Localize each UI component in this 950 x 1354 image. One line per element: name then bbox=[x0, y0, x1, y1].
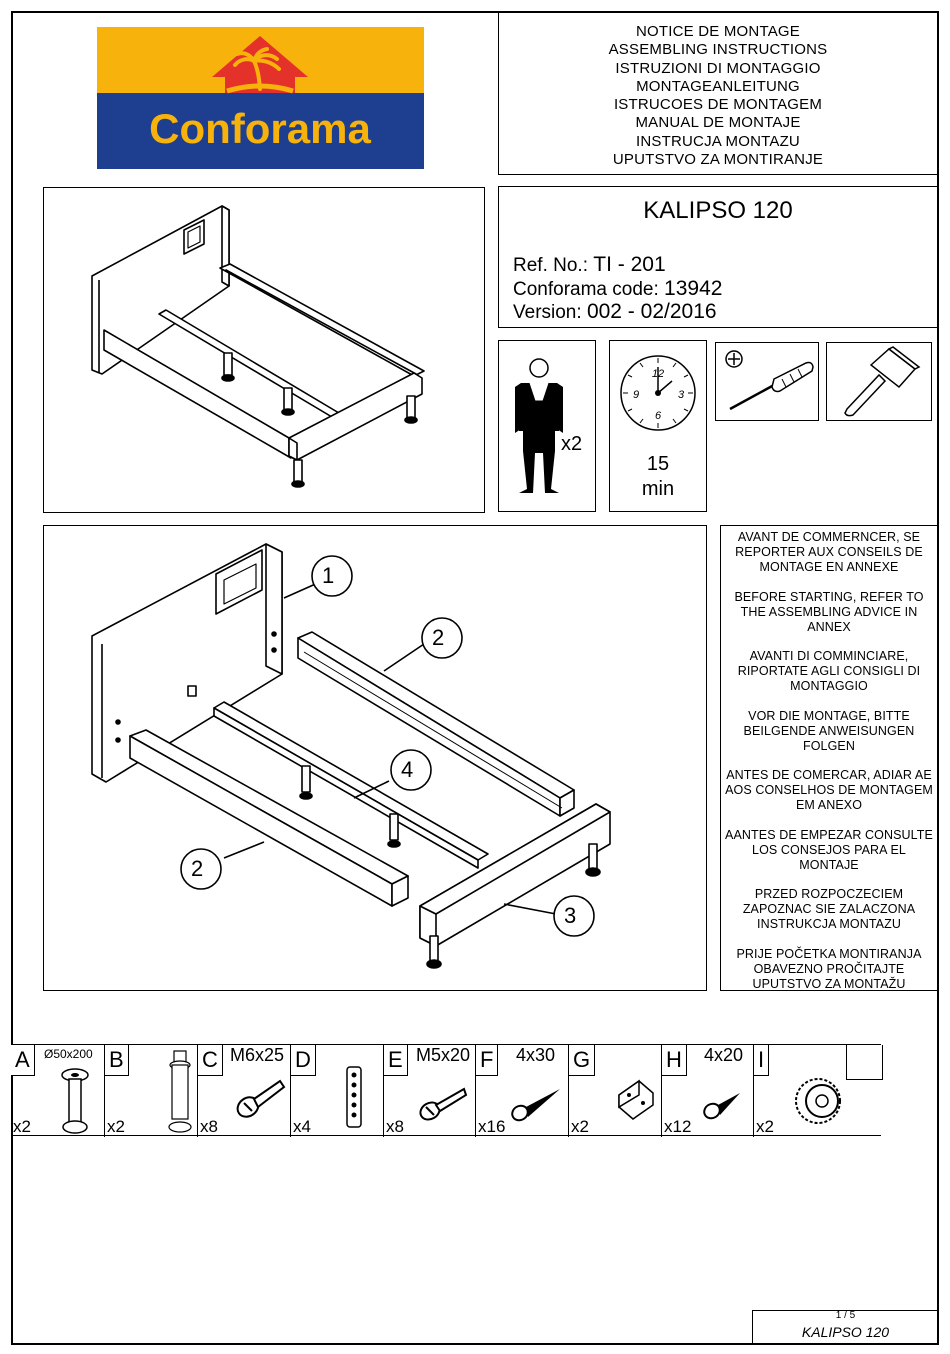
hardware-item-c bbox=[197, 1045, 291, 1137]
product-name: KALIPSO 120 bbox=[643, 197, 793, 224]
hardware-item-d bbox=[290, 1045, 384, 1137]
title-line: UPUTSTVO ZA MONTIRANJE bbox=[612, 151, 824, 169]
hardware-item-f bbox=[475, 1045, 569, 1137]
title-line: MONTAGEANLEITUNG bbox=[636, 77, 800, 95]
hardware-item-b bbox=[104, 1045, 198, 1137]
advice-text: PRZED ROZPOCZECIEM ZAPOZNAC SIE ZALACZONA INSTRUKCJA MONTAZU bbox=[742, 887, 916, 931]
person-icon bbox=[499, 341, 595, 511]
callout-number: 2 bbox=[432, 625, 445, 650]
ref-value: TI - 201 bbox=[593, 253, 666, 276]
angle-bracket-icon bbox=[605, 1075, 659, 1125]
cam-lock-icon bbox=[790, 1073, 846, 1129]
bracket-plate-icon bbox=[343, 1063, 367, 1133]
hardware-qty: x12 bbox=[664, 1117, 692, 1136]
hammer-icon bbox=[827, 343, 931, 420]
advice-text: AVANT DE COMMERNCER, SE REPORTER AUX CONSEILS DE MONTAGE EN ANNEXE bbox=[735, 530, 923, 574]
page-number: 1 / 5 bbox=[835, 1310, 856, 1321]
hardware-qty: x2 bbox=[13, 1117, 31, 1136]
callout-number: 4 bbox=[401, 757, 414, 782]
screwdriver-icon bbox=[716, 343, 818, 420]
clock-icon bbox=[610, 341, 706, 441]
assembly-advice bbox=[720, 525, 938, 991]
footer-product-name: KALIPSO 120 bbox=[801, 1324, 890, 1340]
hardware-empty-cell bbox=[846, 1045, 883, 1080]
callout-number: 2 bbox=[191, 856, 204, 881]
advice-text: PRIJE POČETKA MONTIRANJA OBAVEZNO PROČITAJTE UPUTSTVO ZA MONTAŽU bbox=[736, 946, 922, 991]
hardware-letter: A bbox=[11, 1045, 35, 1076]
advice-text: AANTES DE EMPEZAR CONSULTE LOS CONSEJOS PARA EL MONTAJE bbox=[725, 827, 933, 872]
title-line: ISTRUZIONI DI MONTAGGIO bbox=[615, 59, 821, 77]
hardware-qty: x8 bbox=[386, 1117, 404, 1136]
callout-number: 3 bbox=[564, 903, 577, 928]
code-row bbox=[513, 277, 722, 301]
title-line: MANUAL DE MONTAJE bbox=[635, 114, 801, 132]
hardware-letter: I bbox=[754, 1045, 769, 1076]
brand-name: Conforama bbox=[149, 105, 371, 152]
hardware-size: M5x20 bbox=[416, 1045, 471, 1065]
hardware-letter: H bbox=[662, 1045, 687, 1076]
persons-count: x2 bbox=[561, 433, 583, 455]
code-label: Conforama code: bbox=[513, 279, 659, 300]
hardware-size: Ø50x200 bbox=[44, 1047, 93, 1061]
bed-leg-icon bbox=[51, 1065, 101, 1137]
hardware-size: 4x20 bbox=[704, 1045, 744, 1065]
svg-text:9: 9 bbox=[632, 389, 640, 401]
callout-number: 1 bbox=[322, 563, 335, 588]
time-value: 15 bbox=[646, 453, 670, 475]
hardware-qty: x16 bbox=[478, 1117, 506, 1136]
two-persons-box bbox=[498, 340, 596, 512]
footer-block bbox=[752, 1310, 938, 1344]
hardware-strip bbox=[11, 1044, 881, 1136]
hardware-item-i bbox=[753, 1045, 847, 1137]
hardware-qty: x2 bbox=[107, 1117, 125, 1136]
hardware-item-a bbox=[11, 1045, 104, 1137]
product-info bbox=[498, 186, 938, 328]
hammer-box bbox=[826, 342, 932, 421]
svg-text:12: 12 bbox=[651, 368, 665, 380]
svg-text:3: 3 bbox=[677, 389, 685, 401]
version-value: 002 - 02/2016 bbox=[586, 300, 717, 323]
time-box bbox=[609, 340, 707, 512]
hardware-letter: B bbox=[105, 1045, 129, 1076]
hardware-letter: C bbox=[198, 1045, 223, 1076]
wood-screw-icon bbox=[510, 1085, 566, 1125]
threaded-leg-icon bbox=[163, 1047, 197, 1137]
advice-text: ANTES DE COMERCAR, ADIAR AE AOS CONSELHOS DE MONTAGEM EM ANEXO bbox=[725, 768, 933, 812]
bolt-icon bbox=[418, 1083, 472, 1127]
title-line: ISTRUCOES DE MONTAGEM bbox=[613, 96, 823, 114]
title-line: ASSEMBLING INSTRUCTIONS bbox=[608, 41, 828, 59]
time-unit: min bbox=[641, 478, 675, 500]
wood-screw-icon bbox=[702, 1085, 746, 1125]
ref-row bbox=[513, 253, 666, 277]
version-row bbox=[513, 300, 717, 324]
hardware-size: M6x25 bbox=[230, 1045, 285, 1065]
hardware-letter: F bbox=[476, 1045, 498, 1076]
hardware-letter: D bbox=[291, 1045, 316, 1076]
hardware-size: 4x30 bbox=[516, 1045, 556, 1065]
hardware-qty: x2 bbox=[571, 1117, 589, 1136]
exploded-view-illustration bbox=[43, 525, 707, 991]
advice-text: AVANTI DI COMMINCIARE, RIPORTATE AGLI CONSIGLI DI MONTAGGIO bbox=[737, 649, 921, 693]
hardware-qty: x2 bbox=[756, 1117, 774, 1136]
title-line: INSTRUCJA MONTAZU bbox=[636, 132, 800, 150]
hardware-letter: G bbox=[569, 1045, 595, 1076]
title-block bbox=[498, 12, 938, 175]
hardware-letter: E bbox=[384, 1045, 408, 1076]
title-line: NOTICE DE MONTAGE bbox=[636, 23, 800, 40]
ref-label: Ref. No.: bbox=[513, 255, 588, 276]
hardware-qty: x8 bbox=[200, 1117, 218, 1136]
hardware-qty: x4 bbox=[293, 1117, 311, 1136]
code-value: 13942 bbox=[664, 277, 723, 300]
bolt-icon bbox=[236, 1075, 290, 1125]
version-label: Version: bbox=[513, 302, 582, 323]
screwdriver-box bbox=[715, 342, 819, 421]
hardware-item-h bbox=[661, 1045, 754, 1137]
hardware-item-g bbox=[568, 1045, 662, 1137]
hardware-item-e bbox=[383, 1045, 476, 1137]
advice-text: BEFORE STARTING, REFER TO THE ASSEMBLING ADVICE IN ANNEX bbox=[734, 589, 924, 634]
advice-text: VOR DIE MONTAGE, BITTE BEILGENDE ANWEISUNGEN FOLGEN bbox=[743, 708, 915, 753]
brand-logo bbox=[97, 27, 424, 169]
svg-text:6: 6 bbox=[654, 410, 662, 422]
finished-bed-illustration bbox=[43, 187, 485, 513]
